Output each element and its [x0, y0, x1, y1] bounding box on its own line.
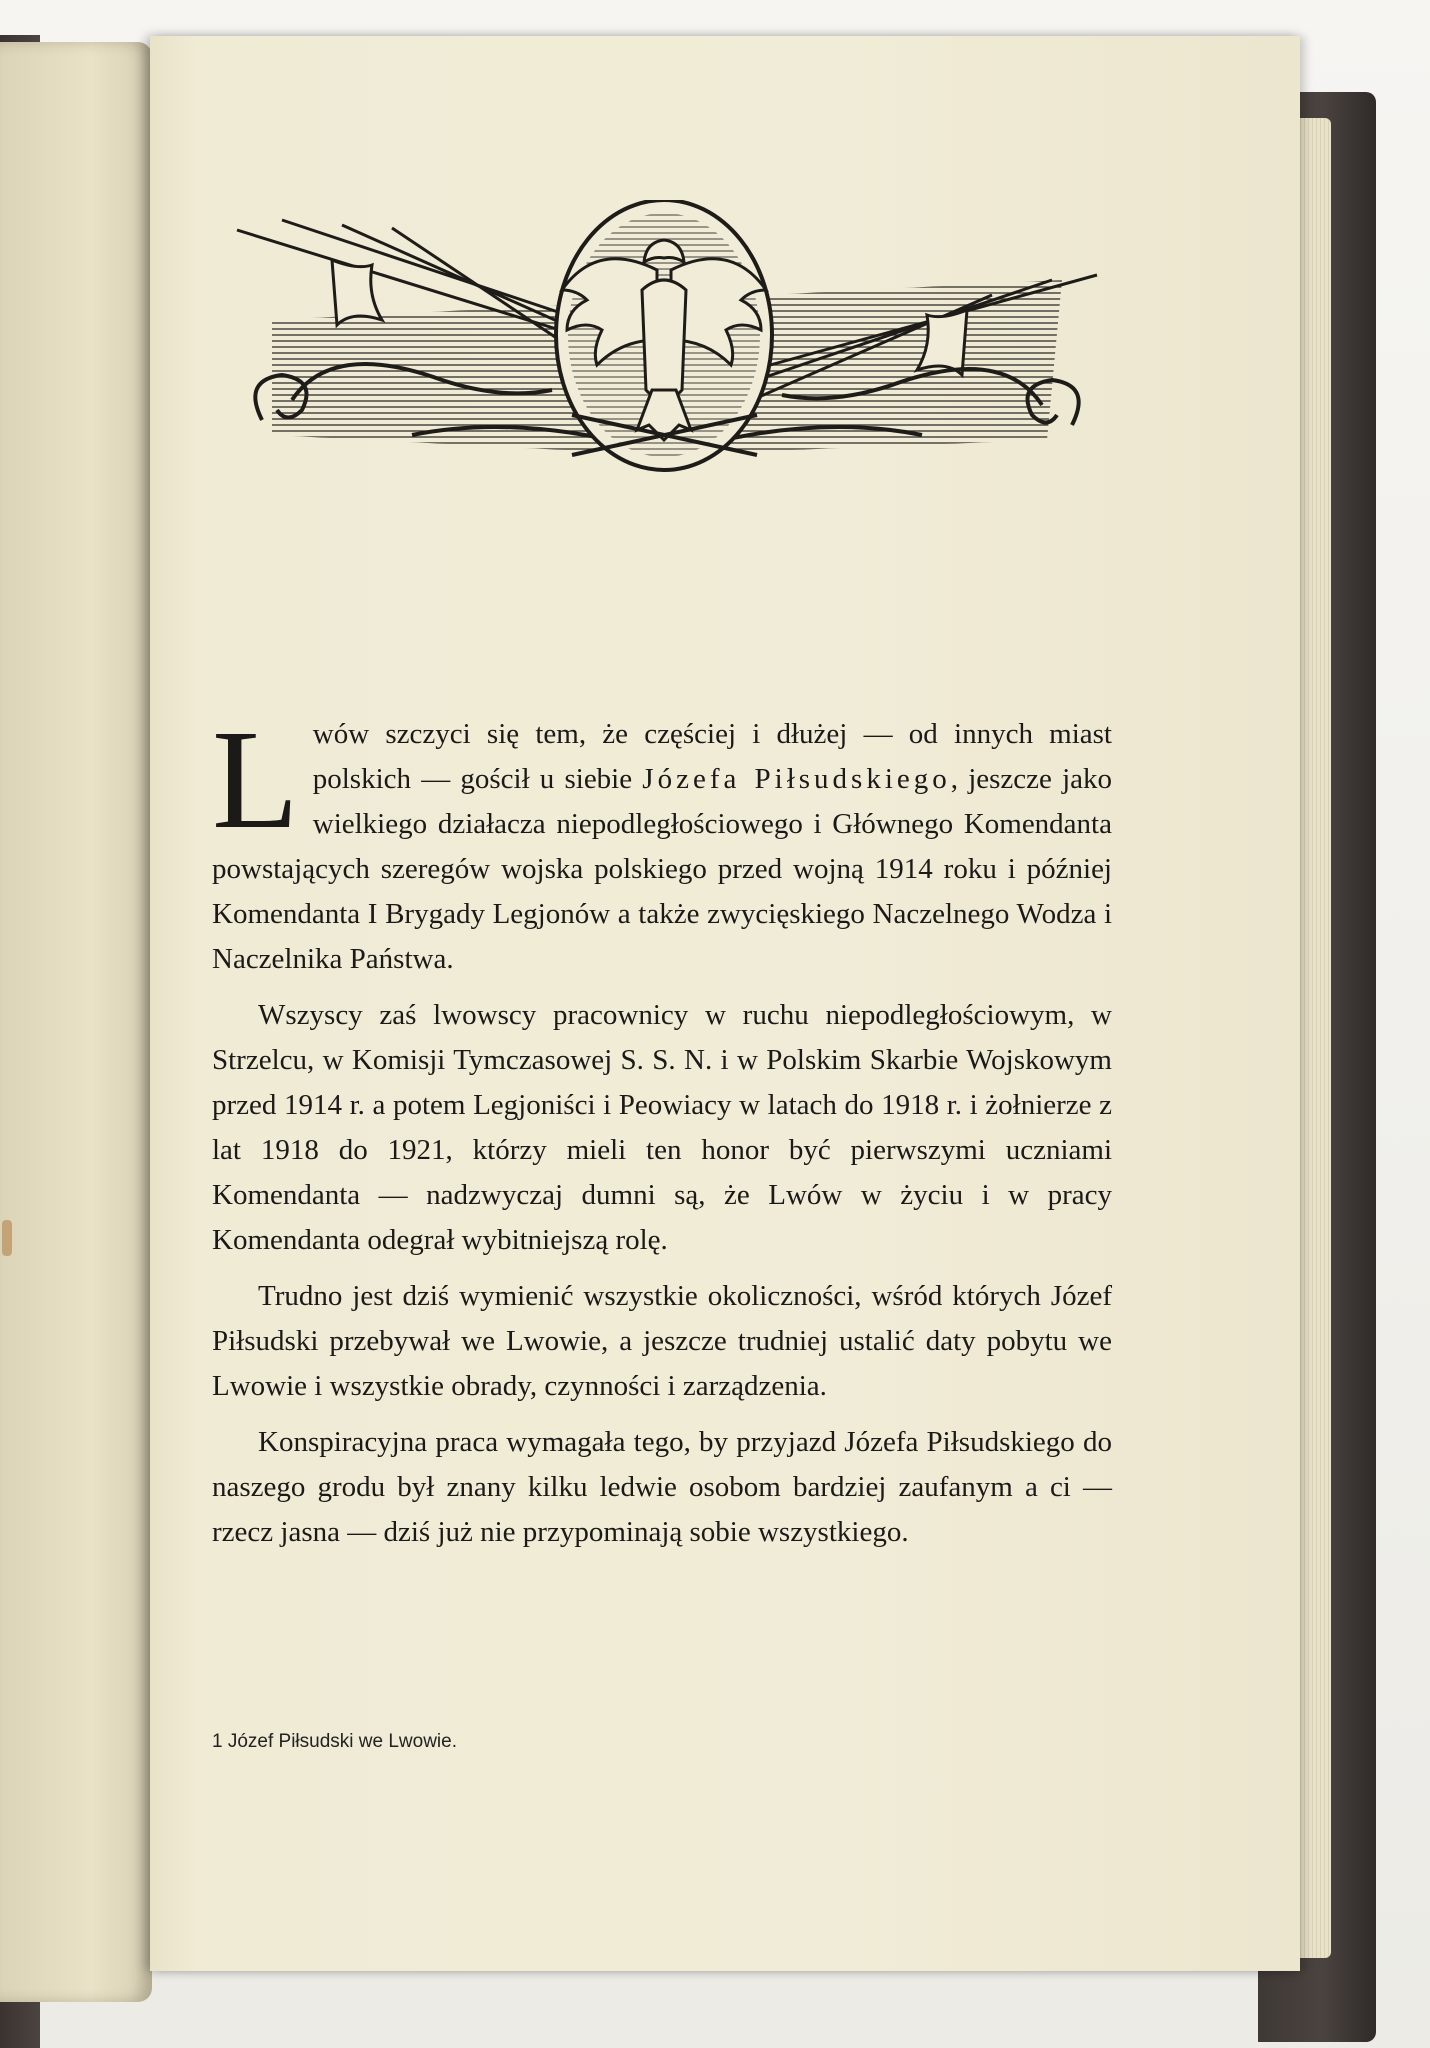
paragraph-4: Konspiracyjna praca wymagała tego, by przyjazd Józefa Piłsudskiego do naszego grodu był znany kilku ledwie osobom bardziej zaufanym a ci — rzecz jasna — dziś już nie przypominają sobie wszystkiego.	[212, 1426, 1112, 1548]
main-text-body	[212, 700, 1113, 1566]
paragraph-1	[212, 700, 1113, 982]
footnote: 1 Józef Piłsudski we Lwowie.	[212, 1731, 457, 1752]
drop-cap: L	[212, 700, 299, 858]
paragraph-2: Wszyscy zaś lwowscy pracownicy w ruchu niepodległościowym, w Strzelcu, w Komisji Tymczasowej S. S. N. i w Polskim Skarbie Wojskowym przed 1914 r. a potem Legjoniści i Peowiacy w latach do 1918 r. i żołnierze z lat 1918 do 1921, którzy mieli ten honor być pierwszymi uczniami Komendanta — nadzwyczaj dumni są, że Lwów w życiu i w pracy Komendanta odegrał wybitniejszą rolę.	[212, 999, 1112, 1256]
paragraph-1-text-a: wów szczyci się tem, że częściej i dłużej — od innych miast polskich — gościł u siebie	[312, 718, 1112, 795]
paragraph-3: Trudno jest dziś wymienić wszystkie okoliczności, wśród których Józef Piłsudski przebywał we Lwowie, a jeszcze trudniej ustalić daty pobytu we Lwowie i wszystkie obrady, czynności i zarządzenia.	[212, 1280, 1112, 1402]
left-page	[0, 42, 152, 2002]
spaced-name: Józefa Piłsudskiego	[642, 763, 951, 795]
eagle-ornament-illustration	[232, 200, 1102, 485]
stain-mark	[2, 1220, 12, 1256]
paragraph-1-text-b: , jeszcze jako wielkiego działacza niepodległościowego i Głównego Komendanta powstających szeregów wojska polskiego przed wojną 1914 roku i później Komendanta I Brygady Legjonów a także zwycięskiego Naczelnego Wodza i Naczelnika Państwa.	[212, 763, 1113, 975]
